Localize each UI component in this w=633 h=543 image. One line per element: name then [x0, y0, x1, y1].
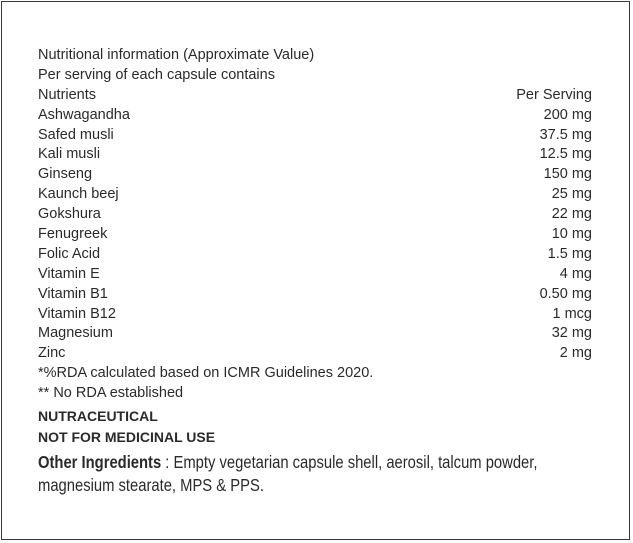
table-row	[38, 126, 593, 146]
table-row	[38, 145, 593, 165]
table-row	[38, 344, 593, 364]
nutrient-name: Vitamin B12	[38, 305, 116, 322]
nutrient-column-header: Nutrients	[38, 86, 97, 103]
nutrient-amount: 150 mg	[543, 166, 592, 183]
other-ingredients	[38, 451, 594, 498]
no-rda-footnote: ** No RDA established	[38, 385, 184, 402]
table-row	[38, 205, 593, 225]
label-panel	[1, 1, 630, 540]
nutrient-amount: 4 mg	[559, 265, 592, 282]
nutrient-name: Safed musli	[38, 126, 114, 143]
table-row	[38, 106, 593, 126]
nutrient-amount: 1 mcg	[552, 305, 592, 322]
nutrient-amount: 10 mg	[551, 226, 592, 243]
nutrient-name: Folic Acid	[38, 245, 101, 262]
nutrient-name: Vitamin B1	[38, 285, 108, 302]
nutrient-amount: 37.5 mg	[539, 126, 592, 143]
nutrition-info-block	[38, 46, 593, 498]
nutrient-name: Ginseng	[38, 166, 93, 183]
nutrient-amount: 12.5 mg	[539, 146, 592, 163]
table-row	[38, 225, 593, 245]
table-row	[38, 185, 593, 205]
panel-subheading: Per serving of each capsule contains	[38, 66, 275, 83]
table-row	[38, 165, 593, 185]
table-header-row	[38, 86, 593, 106]
other-ingredients-label: Other Ingredients	[38, 452, 162, 473]
nutrient-name: Kaunch beej	[38, 186, 119, 203]
nutrient-table	[38, 106, 593, 365]
table-row	[38, 285, 593, 305]
nutrient-name: Fenugreek	[38, 226, 108, 243]
nutrient-name: Zinc	[38, 345, 66, 362]
classification-label: NUTRACEUTICAL	[38, 408, 158, 425]
nutrient-name: Magnesium	[38, 325, 113, 342]
other-ingredients-text: : Empty vegetarian capsule shell, aerosil, talcum powder, magnesium stearate, MPS & PPS.	[38, 452, 538, 496]
nutrient-amount: 32 mg	[551, 325, 592, 342]
table-row	[38, 245, 593, 265]
amount-column-header: Per Serving	[516, 86, 592, 103]
nutrient-name: Ashwagandha	[38, 106, 130, 123]
nutrient-amount: 200 mg	[543, 106, 592, 123]
table-row	[38, 265, 593, 285]
panel-heading: Nutritional information (Approximate Value)	[38, 47, 315, 63]
usage-warning: NOT FOR MEDICINAL USE	[38, 429, 216, 446]
rda-footnote: *%RDA calculated based on ICMR Guidelines 2020.	[38, 365, 374, 382]
nutrient-name: Gokshura	[38, 206, 101, 223]
nutrient-amount: 1.5 mg	[547, 245, 592, 262]
table-row	[38, 305, 593, 325]
nutrient-amount: 25 mg	[551, 186, 592, 203]
nutrient-name: Vitamin E	[38, 265, 100, 282]
nutrient-amount: 0.50 mg	[539, 285, 592, 302]
nutrient-name: Kali musli	[38, 146, 101, 163]
nutrient-amount: 2 mg	[559, 345, 592, 362]
nutrient-amount: 22 mg	[551, 206, 592, 223]
table-row	[38, 324, 593, 344]
